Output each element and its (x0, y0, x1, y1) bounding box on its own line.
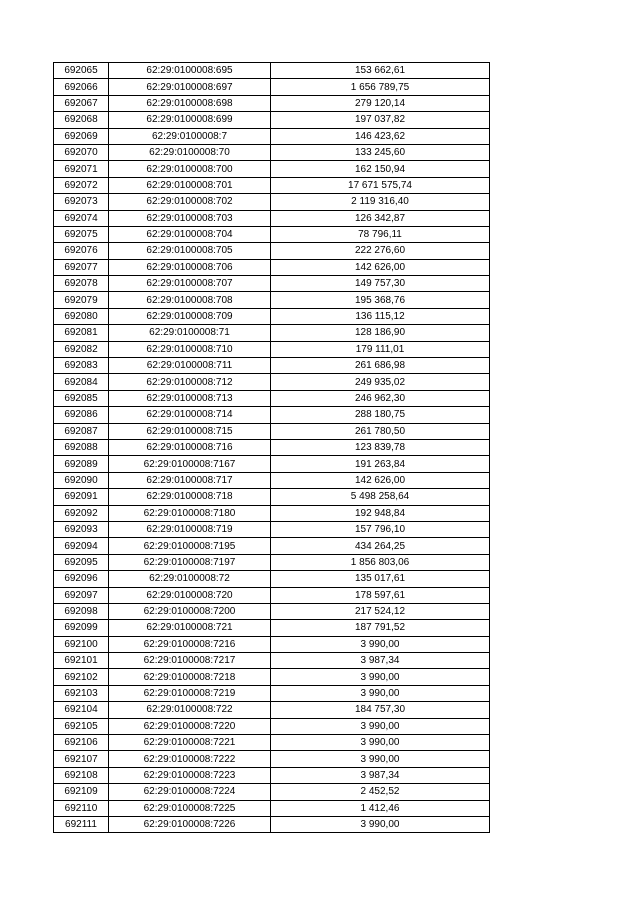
row-number-cell: 692076 (54, 243, 109, 259)
cadastral-number-cell: 62:29:0100008:7197 (109, 554, 271, 570)
cadastral-number-cell: 62:29:0100008:7225 (109, 800, 271, 816)
cadastral-number-cell: 62:29:0100008:7167 (109, 456, 271, 472)
row-number-cell: 692080 (54, 308, 109, 324)
table-row (54, 243, 490, 259)
cadastral-number-cell: 62:29:0100008:698 (109, 95, 271, 111)
cadastral-value-cell: 2 452,52 (271, 784, 490, 800)
row-number-cell: 692079 (54, 292, 109, 308)
table-row (54, 439, 490, 455)
row-number-cell: 692067 (54, 95, 109, 111)
cadastral-number-cell: 62:29:0100008:719 (109, 521, 271, 537)
row-number-cell: 692077 (54, 259, 109, 275)
cadastral-number-cell: 62:29:0100008:706 (109, 259, 271, 275)
row-number-cell: 692099 (54, 620, 109, 636)
cadastral-value-cell: 1 412,46 (271, 800, 490, 816)
cadastral-number-cell: 62:29:0100008:7219 (109, 685, 271, 701)
cadastral-number-cell: 62:29:0100008:716 (109, 439, 271, 455)
table-row (54, 259, 490, 275)
cadastral-number-cell: 62:29:0100008:708 (109, 292, 271, 308)
table-row (54, 276, 490, 292)
table-row (54, 79, 490, 95)
table-row (54, 374, 490, 390)
cadastral-number-cell: 62:29:0100008:7220 (109, 718, 271, 734)
row-number-cell: 692090 (54, 472, 109, 488)
cadastral-value-cell: 1 856 803,06 (271, 554, 490, 570)
cadastral-number-cell: 62:29:0100008:704 (109, 226, 271, 242)
row-number-cell: 692087 (54, 423, 109, 439)
cadastral-value-cell: 187 791,52 (271, 620, 490, 636)
cadastral-value-cell: 184 757,30 (271, 702, 490, 718)
cadastral-number-cell: 62:29:0100008:701 (109, 177, 271, 193)
table-row (54, 194, 490, 210)
row-number-cell: 692095 (54, 554, 109, 570)
table-row (54, 816, 490, 832)
cadastral-number-cell: 62:29:0100008:703 (109, 210, 271, 226)
row-number-cell: 692104 (54, 702, 109, 718)
table-row (54, 112, 490, 128)
row-number-cell: 692089 (54, 456, 109, 472)
cadastral-number-cell: 62:29:0100008:7221 (109, 735, 271, 751)
row-number-cell: 692078 (54, 276, 109, 292)
cadastral-value-cell: 3 987,34 (271, 767, 490, 783)
table-row (54, 95, 490, 111)
row-number-cell: 692106 (54, 735, 109, 751)
row-number-cell: 692073 (54, 194, 109, 210)
row-number-cell: 692069 (54, 128, 109, 144)
table-row (54, 571, 490, 587)
cadastral-value-cell: 146 423,62 (271, 128, 490, 144)
cadastral-number-cell: 62:29:0100008:699 (109, 112, 271, 128)
table-row (54, 128, 490, 144)
table-row (54, 407, 490, 423)
cadastral-value-cell: 288 180,75 (271, 407, 490, 423)
cadastral-value-cell: 123 839,78 (271, 439, 490, 455)
row-number-cell: 692068 (54, 112, 109, 128)
row-number-cell: 692093 (54, 521, 109, 537)
cadastral-value-cell: 126 342,87 (271, 210, 490, 226)
table-row (54, 603, 490, 619)
table-row (54, 390, 490, 406)
cadastral-value-cell: 178 597,61 (271, 587, 490, 603)
table-row (54, 341, 490, 357)
row-number-cell: 692086 (54, 407, 109, 423)
table-row (54, 653, 490, 669)
cadastral-number-cell: 62:29:0100008:709 (109, 308, 271, 324)
cadastral-value-cell: 3 987,34 (271, 653, 490, 669)
row-number-cell: 692097 (54, 587, 109, 603)
row-number-cell: 692094 (54, 538, 109, 554)
cadastral-value-cell: 3 990,00 (271, 816, 490, 832)
cadastral-value-cell: 133 245,60 (271, 144, 490, 160)
cadastral-value-cell: 1 656 789,75 (271, 79, 490, 95)
cadastral-value-cell: 5 498 258,64 (271, 489, 490, 505)
cadastral-value-cell: 191 263,84 (271, 456, 490, 472)
cadastral-number-cell: 62:29:0100008:695 (109, 63, 271, 79)
table-row (54, 620, 490, 636)
table-row (54, 554, 490, 570)
cadastral-value-cell: 78 796,11 (271, 226, 490, 242)
row-number-cell: 692092 (54, 505, 109, 521)
cadastral-number-cell: 62:29:0100008:7216 (109, 636, 271, 652)
cadastral-value-cell: 222 276,60 (271, 243, 490, 259)
table-row (54, 735, 490, 751)
cadastral-value-cell: 17 671 575,74 (271, 177, 490, 193)
cadastral-number-cell: 62:29:0100008:710 (109, 341, 271, 357)
row-number-cell: 692066 (54, 79, 109, 95)
row-number-cell: 692098 (54, 603, 109, 619)
cadastral-value-cell: 149 757,30 (271, 276, 490, 292)
row-number-cell: 692083 (54, 358, 109, 374)
cadastral-value-table (53, 62, 490, 833)
row-number-cell: 692100 (54, 636, 109, 652)
cadastral-number-cell: 62:29:0100008:7217 (109, 653, 271, 669)
cadastral-number-cell: 62:29:0100008:7226 (109, 816, 271, 832)
table-row (54, 292, 490, 308)
table-row (54, 472, 490, 488)
table-row (54, 718, 490, 734)
table-row (54, 636, 490, 652)
cadastral-value-cell: 3 990,00 (271, 636, 490, 652)
table-row (54, 358, 490, 374)
row-number-cell: 692070 (54, 144, 109, 160)
table-row (54, 767, 490, 783)
cadastral-value-cell: 3 990,00 (271, 718, 490, 734)
row-number-cell: 692105 (54, 718, 109, 734)
cadastral-number-cell: 62:29:0100008:712 (109, 374, 271, 390)
cadastral-number-cell: 62:29:0100008:7200 (109, 603, 271, 619)
table-row (54, 456, 490, 472)
cadastral-number-cell: 62:29:0100008:718 (109, 489, 271, 505)
cadastral-value-cell: 3 990,00 (271, 685, 490, 701)
cadastral-number-cell: 62:29:0100008:7223 (109, 767, 271, 783)
row-number-cell: 692074 (54, 210, 109, 226)
table-row (54, 538, 490, 554)
table-row (54, 800, 490, 816)
cadastral-number-cell: 62:29:0100008:7218 (109, 669, 271, 685)
cadastral-number-cell: 62:29:0100008:7180 (109, 505, 271, 521)
cadastral-value-cell: 128 186,90 (271, 325, 490, 341)
cadastral-number-cell: 62:29:0100008:705 (109, 243, 271, 259)
cadastral-value-cell: 153 662,61 (271, 63, 490, 79)
row-number-cell: 692072 (54, 177, 109, 193)
table-row (54, 505, 490, 521)
table-row (54, 751, 490, 767)
cadastral-value-cell: 192 948,84 (271, 505, 490, 521)
cadastral-value-cell: 3 990,00 (271, 735, 490, 751)
cadastral-value-cell: 249 935,02 (271, 374, 490, 390)
cadastral-number-cell: 62:29:0100008:711 (109, 358, 271, 374)
row-number-cell: 692075 (54, 226, 109, 242)
cadastral-value-cell: 217 524,12 (271, 603, 490, 619)
row-number-cell: 692082 (54, 341, 109, 357)
table-row (54, 325, 490, 341)
cadastral-number-cell: 62:29:0100008:700 (109, 161, 271, 177)
cadastral-number-cell: 62:29:0100008:697 (109, 79, 271, 95)
cadastral-value-cell: 135 017,61 (271, 571, 490, 587)
row-number-cell: 692107 (54, 751, 109, 767)
table-row (54, 144, 490, 160)
table-row (54, 63, 490, 79)
cadastral-value-cell: 142 626,00 (271, 472, 490, 488)
cadastral-value-cell: 179 111,01 (271, 341, 490, 357)
table-row (54, 161, 490, 177)
cadastral-value-cell: 261 780,50 (271, 423, 490, 439)
cadastral-number-cell: 62:29:0100008:7195 (109, 538, 271, 554)
cadastral-value-cell: 3 990,00 (271, 751, 490, 767)
table-row (54, 685, 490, 701)
cadastral-number-cell: 62:29:0100008:70 (109, 144, 271, 160)
table-row (54, 521, 490, 537)
cadastral-value-cell: 246 962,30 (271, 390, 490, 406)
cadastral-value-cell: 279 120,14 (271, 95, 490, 111)
table-row (54, 308, 490, 324)
row-number-cell: 692084 (54, 374, 109, 390)
row-number-cell: 692071 (54, 161, 109, 177)
cadastral-number-cell: 62:29:0100008:720 (109, 587, 271, 603)
cadastral-value-cell: 162 150,94 (271, 161, 490, 177)
table-row (54, 177, 490, 193)
table-row (54, 702, 490, 718)
table-row (54, 669, 490, 685)
table-row (54, 489, 490, 505)
row-number-cell: 692091 (54, 489, 109, 505)
cadastral-value-cell: 157 796,10 (271, 521, 490, 537)
cadastral-number-cell: 62:29:0100008:715 (109, 423, 271, 439)
table-body (54, 63, 490, 833)
cadastral-number-cell: 62:29:0100008:722 (109, 702, 271, 718)
cadastral-value-cell: 195 368,76 (271, 292, 490, 308)
cadastral-value-cell: 197 037,82 (271, 112, 490, 128)
table-row (54, 226, 490, 242)
row-number-cell: 692109 (54, 784, 109, 800)
cadastral-number-cell: 62:29:0100008:702 (109, 194, 271, 210)
cadastral-value-cell: 142 626,00 (271, 259, 490, 275)
row-number-cell: 692096 (54, 571, 109, 587)
cadastral-value-cell: 3 990,00 (271, 669, 490, 685)
cadastral-number-cell: 62:29:0100008:7224 (109, 784, 271, 800)
cadastral-number-cell: 62:29:0100008:714 (109, 407, 271, 423)
cadastral-number-cell: 62:29:0100008:717 (109, 472, 271, 488)
cadastral-number-cell: 62:29:0100008:713 (109, 390, 271, 406)
cadastral-number-cell: 62:29:0100008:7 (109, 128, 271, 144)
cadastral-number-cell: 62:29:0100008:71 (109, 325, 271, 341)
table-row (54, 423, 490, 439)
row-number-cell: 692065 (54, 63, 109, 79)
row-number-cell: 692108 (54, 767, 109, 783)
row-number-cell: 692111 (54, 816, 109, 832)
row-number-cell: 692088 (54, 439, 109, 455)
cadastral-number-cell: 62:29:0100008:721 (109, 620, 271, 636)
table-row (54, 784, 490, 800)
cadastral-number-cell: 62:29:0100008:72 (109, 571, 271, 587)
row-number-cell: 692101 (54, 653, 109, 669)
row-number-cell: 692110 (54, 800, 109, 816)
cadastral-number-cell: 62:29:0100008:7222 (109, 751, 271, 767)
cadastral-value-cell: 2 119 316,40 (271, 194, 490, 210)
table-row (54, 587, 490, 603)
cadastral-value-cell: 136 115,12 (271, 308, 490, 324)
row-number-cell: 692102 (54, 669, 109, 685)
cadastral-value-cell: 434 264,25 (271, 538, 490, 554)
row-number-cell: 692081 (54, 325, 109, 341)
table-row (54, 210, 490, 226)
cadastral-number-cell: 62:29:0100008:707 (109, 276, 271, 292)
row-number-cell: 692085 (54, 390, 109, 406)
cadastral-value-cell: 261 686,98 (271, 358, 490, 374)
row-number-cell: 692103 (54, 685, 109, 701)
